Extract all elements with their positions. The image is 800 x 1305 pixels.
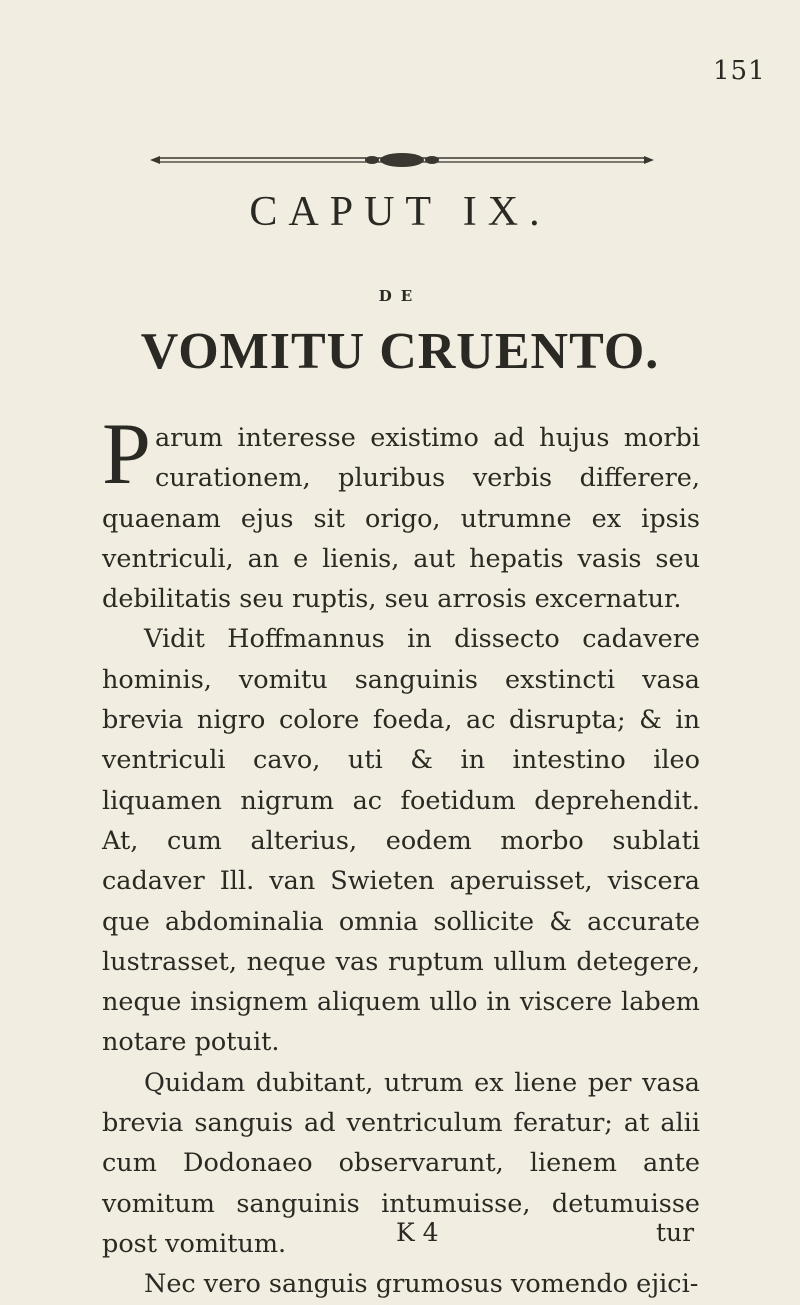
paragraph-1-text: arum interesse existimo ad hujus morbi curationem, pluribus verbis differere, quaenam ejus sit origo, utrumne ex ipsis ventriculi, an e lienis, aut hepatis vasis seu debilitatis seu ruptis, seu arrosis excernatur. (102, 423, 700, 615)
chapter-heading: CAPUT IX. (249, 189, 551, 235)
page-number: 151 (713, 56, 766, 86)
header-ornament-rule (148, 150, 656, 170)
body-text (102, 406, 700, 1305)
chapter-title: VOMITU CRUENTO. (140, 323, 660, 380)
signature-mark: K 4 (396, 1218, 439, 1247)
drop-cap: P (102, 406, 151, 503)
paragraph-3: Quidam dubitant, utrum ex liene per vasa brevia sanguis ad ventriculum feratur; at alii cum Dodonaeo observarunt, lienem ante vomitum sanguinis intumuisse, detumuisse post vomitum. (102, 1067, 700, 1259)
paragraph-4: Nec vero sanguis grumosus vomendo ejici- (144, 1269, 699, 1300)
page-footer (0, 1218, 800, 1258)
heading-preposition: DE (378, 287, 422, 305)
paragraph-1 (102, 406, 700, 619)
catchword: tur (656, 1218, 695, 1247)
paragraph-2: Vidit Hoffmannus in dissecto cadavere hominis, vomitu sanguinis exstincti vasa brevia nigro colore foeda, ac disrupta; & in ventriculi cavo, uti & in intestino ileo liquamen nigrum ac foetidum deprehendit. At, cum alterius, eodem morbo sublati cadaver Ill. van Swieten aperuisset, viscera que abdominalia omnia sollicite & accurate lustrasset, neque vas ruptum ullum detegere, neque insignem aliquem ullo in viscere labem notare potuit. (102, 624, 700, 1058)
